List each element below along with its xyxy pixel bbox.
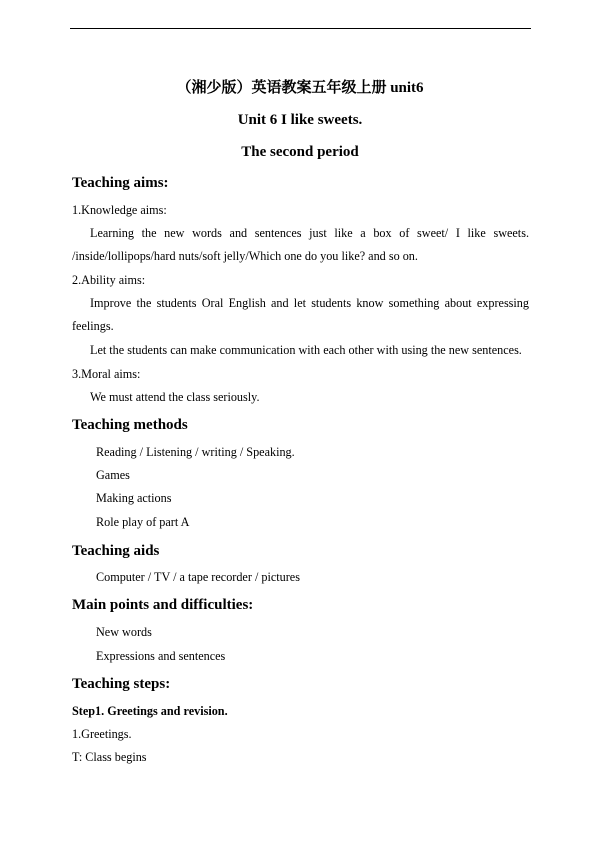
methods-heading: Teaching methods — [72, 417, 188, 433]
points-heading: Main points and difficulties: — [72, 597, 254, 613]
ability-aims-label: 2.Ability aims: — [72, 273, 146, 287]
knowledge-aims-line-1: Learning the new words and sentences just like a box of sweet/ I like sweets. — [90, 226, 529, 240]
ability-aims-line-3: Let the students can make communication with each other with using the new sentences. — [90, 343, 522, 357]
knowledge-aims-line-2: /inside/lollipops/hard nuts/soft jelly/Which one do you like? and so on. — [72, 249, 418, 263]
knowledge-aims-label: 1.Knowledge aims: — [72, 203, 167, 217]
ability-aims-line-2: feelings. — [72, 319, 114, 333]
moral-aims-line-1: We must attend the class seriously. — [90, 390, 260, 404]
aids-heading: Teaching aids — [72, 543, 160, 559]
unit-title: Unit 6 I like sweets. — [237, 112, 363, 128]
ability-aims-line-1: Improve the students Oral English and let students know something about expressing — [90, 296, 529, 310]
header-rule — [70, 28, 531, 29]
point-item: New words — [96, 625, 152, 639]
class-begins-line: T: Class begins — [72, 750, 147, 764]
aims-heading: Teaching aims: — [72, 175, 169, 191]
greetings-item: 1.Greetings. — [72, 727, 132, 741]
period-title: The second period — [241, 144, 359, 160]
aids-line: Computer / TV / a tape recorder / pictures — [96, 570, 300, 584]
method-item: Role play of part A — [96, 515, 190, 529]
method-item: Making actions — [96, 491, 172, 505]
steps-heading: Teaching steps: — [72, 676, 171, 692]
step-1-heading: Step1. Greetings and revision. — [72, 704, 228, 718]
point-item: Expressions and sentences — [96, 649, 226, 663]
moral-aims-label: 3.Moral aims: — [72, 367, 141, 381]
method-item: Games — [96, 468, 130, 482]
document-title: （湘少版）英语教案五年级上册 unit6 — [176, 80, 424, 96]
method-item: Reading / Listening / writing / Speaking. — [96, 445, 295, 459]
